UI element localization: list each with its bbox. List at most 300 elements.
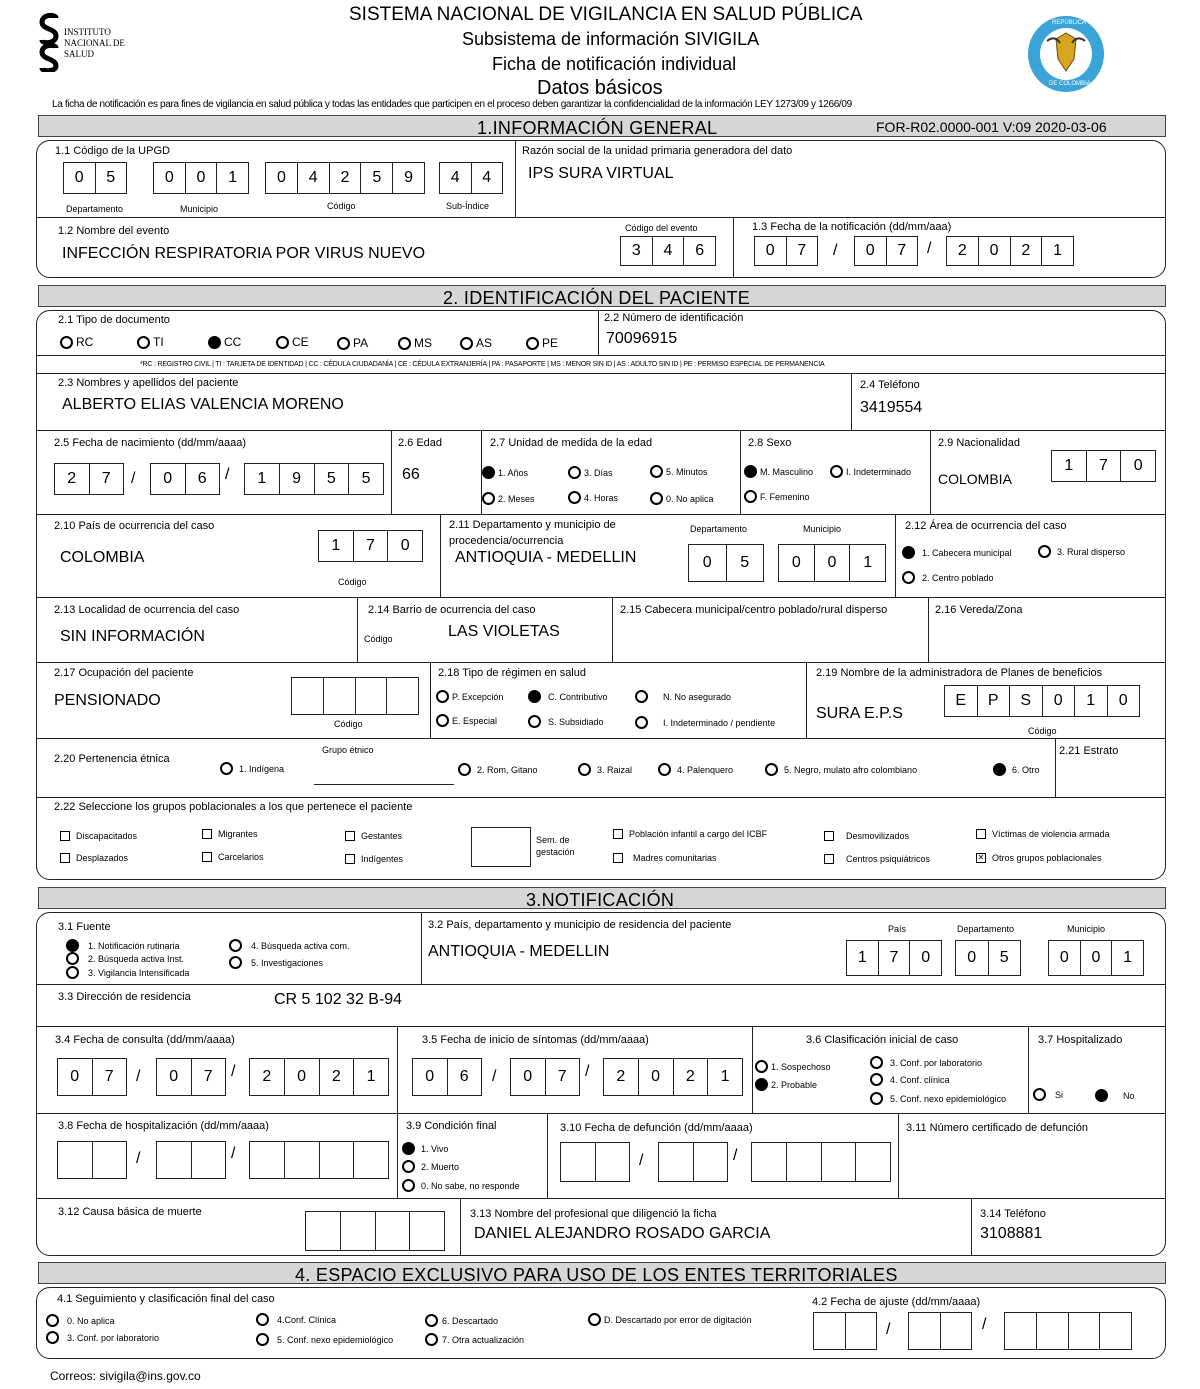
radio-cabecera[interactable]	[902, 546, 1012, 559]
radio-minutos[interactable]	[650, 465, 708, 478]
radio-negro-dot	[765, 763, 778, 776]
digit-cell: S	[1010, 686, 1043, 716]
radio-pe-dot	[526, 337, 539, 350]
clasificacion-label: 3.6 Clasificación inicial de caso	[806, 1034, 959, 1046]
razon-value[interactable]: IPS SURA VIRTUAL	[528, 165, 674, 182]
digit-cell: 0	[639, 1059, 674, 1095]
ocupacion-code[interactable]	[291, 677, 419, 715]
fecha-consulta-label: 3.4 Fecha de consulta (dd/mm/aaaa)	[55, 1034, 235, 1046]
radio-indigena[interactable]	[220, 762, 284, 775]
section-3-title: 3.NOTIFICACIÓN	[526, 890, 675, 910]
digit-cell: 6	[197, 470, 207, 487]
upgd-cod-boxes[interactable]	[265, 162, 425, 194]
sexo-label: 2.8 Sexo	[748, 437, 792, 449]
radio-seg-error[interactable]	[588, 1313, 752, 1326]
radio-centro-poblado-dot	[902, 571, 915, 584]
digit-cell: 2	[320, 1059, 355, 1095]
digit-cell: 1	[228, 169, 238, 186]
empty-digit-cell	[93, 1142, 127, 1178]
fdef-day[interactable]	[560, 1142, 630, 1182]
radio-sospechoso-dot	[755, 1060, 768, 1073]
check-madres-comunitarias-label: Madres comunitarias	[633, 853, 717, 863]
radio-pa[interactable]	[337, 336, 368, 350]
cod-evento-boxes[interactable]	[620, 236, 716, 266]
radio-seg-conf-nexo-label: 5. Conf. nexo epidemiológico	[277, 1334, 394, 1345]
fecha-not-month[interactable]	[854, 236, 918, 266]
radio-ms-dot	[398, 337, 411, 350]
radio-conf-nexo-dot	[870, 1092, 883, 1105]
digit-cell: 0	[956, 941, 989, 975]
radio-subsidiado-dot	[528, 715, 541, 728]
radio-dias-label: 3. Días	[584, 467, 613, 478]
nombre-value[interactable]: ALBERTO ELIAS VALENCIA MORENO	[62, 396, 344, 413]
radio-seg-conf-clinica-dot	[256, 1313, 269, 1326]
check-icbf[interactable]	[613, 829, 767, 839]
fsint-year[interactable]	[603, 1058, 743, 1096]
digit-cell: 4	[482, 169, 492, 186]
radio-femenino-label: F. Femenino	[760, 491, 810, 502]
cabecera-label: 2.15 Cabecera municipal/centro poblado/rural disperso	[620, 604, 888, 616]
upgd-mun-boxes[interactable]	[153, 162, 249, 194]
edad-value[interactable]: 66	[402, 466, 420, 483]
radio-hosp-no-label: No	[1123, 1090, 1135, 1101]
radio-seg-no-aplica-label: 0. No aplica	[67, 1315, 115, 1326]
num-id-value[interactable]: 70096915	[606, 330, 678, 347]
radio-seg-no-aplica-dot	[46, 1314, 59, 1327]
digit-cell: 9	[280, 464, 315, 494]
radio-masculino[interactable]	[744, 465, 813, 478]
digit-cell: 0	[64, 163, 96, 193]
digit-cell: 6	[695, 242, 705, 259]
eapb-value[interactable]: SURA E.P.S	[816, 705, 903, 722]
radio-seg-error-label: D. Descartado por error de digitación	[604, 1314, 752, 1325]
radio-seg-error-dot	[588, 1313, 601, 1326]
fhosp-day[interactable]	[57, 1141, 127, 1179]
radio-probable-dot	[755, 1078, 768, 1091]
digit-cell: 1	[1123, 949, 1133, 966]
depmun-mun-boxes[interactable]	[778, 544, 886, 582]
causa-code[interactable]	[305, 1211, 445, 1251]
fajuste-day[interactable]	[813, 1312, 877, 1350]
empty-digit-cell	[354, 1142, 388, 1178]
razon-label: Razón social de la unidad primaria generadora del dato	[522, 145, 793, 157]
digit-cell: 0	[855, 237, 887, 265]
check-victimas[interactable]	[976, 829, 1110, 839]
depmun-dep-boxes[interactable]	[688, 544, 764, 582]
radio-seg-conf-nexo[interactable]	[256, 1333, 393, 1346]
radio-cc[interactable]	[208, 335, 241, 349]
digit-cell: 1	[1053, 242, 1063, 259]
radio-rc[interactable]	[60, 335, 93, 349]
digit-cell: 0	[266, 163, 298, 193]
radio-ms-label: MS	[414, 336, 432, 350]
fajuste-month[interactable]	[908, 1312, 972, 1350]
digit-cell: 0	[413, 1059, 448, 1095]
check-icbf-label: Población infantil a cargo del ICBF	[629, 829, 768, 839]
empty-digit-cell	[787, 1143, 822, 1181]
radio-meses-label: 2. Meses	[498, 493, 535, 504]
radio-raizal-label: 3. Raizal	[597, 764, 633, 775]
radio-horas[interactable]	[568, 491, 618, 504]
empty-digit-cell	[250, 1142, 285, 1178]
residencia-label: 3.2 País, departamento y municipio de residencia del paciente	[428, 919, 732, 931]
upgd-dep-boxes[interactable]	[63, 162, 127, 194]
radio-excepcion[interactable]	[436, 690, 503, 703]
upgd-cod-caption: Código	[327, 201, 356, 211]
digit-cell: 1	[245, 464, 280, 494]
radio-excepcion-label: P. Excepción	[452, 691, 504, 702]
radio-seg-descartado-dot	[425, 1314, 438, 1327]
depmun-label-1: 2.11 Departamento y municipio de	[449, 519, 616, 531]
telefono-label: 2.4 Teléfono	[860, 379, 920, 391]
nombre-label: 2.3 Nombres y apellidos del paciente	[58, 377, 239, 389]
cod-evento-label: Código del evento	[625, 223, 698, 233]
res-pais-caption: País	[888, 924, 907, 934]
radio-seg-otra-dot	[425, 1333, 438, 1346]
digit-cell: 0	[1049, 941, 1081, 975]
radio-no-asegurado[interactable]	[635, 690, 731, 703]
radio-busqueda-inst-label: 2. Búsqueda activa Inst.	[88, 953, 185, 964]
nacionalidad-label: 2.9 Nacionalidad	[938, 437, 1020, 449]
section-2-bar	[38, 285, 1166, 307]
form-name: Ficha de notificación individual	[492, 54, 737, 74]
radio-especial-dot	[436, 714, 449, 727]
nacionalidad-value[interactable]: COLOMBIA	[938, 471, 1012, 487]
radio-investigaciones[interactable]	[229, 956, 323, 969]
empty-digit-cell	[814, 1313, 846, 1349]
check-desplazados-label: Desplazados	[76, 853, 129, 863]
radio-subsidiado[interactable]	[528, 715, 604, 728]
check-desmovilizados-label: Desmovilizados	[846, 831, 910, 841]
radio-dias-dot	[568, 466, 581, 479]
check-carcelarios[interactable]	[202, 852, 264, 862]
fdef-month[interactable]	[658, 1142, 728, 1182]
digit-cell: 0	[979, 237, 1011, 265]
fhosp-year[interactable]	[249, 1141, 389, 1179]
edad-label: 2.6 Edad	[398, 437, 443, 449]
radio-no-aplica-dot	[650, 492, 663, 505]
digit-cell: 0	[151, 464, 186, 494]
check-discapacitados[interactable]	[60, 831, 137, 841]
res-mun-boxes[interactable]	[1048, 940, 1144, 976]
upgd-dep-caption: Departamento	[66, 204, 124, 214]
fnac-day[interactable]	[54, 463, 124, 495]
footer-email: Correos: sivigila@ins.gov.co	[50, 1369, 201, 1383]
radio-hosp-si-dot	[1033, 1088, 1046, 1101]
prof-telefono-label: 3.14 Teléfono	[980, 1208, 1046, 1220]
empty-digit-cell	[822, 1143, 857, 1181]
radio-masculino-label: M. Masculino	[760, 466, 814, 477]
digit-cell: 4	[440, 163, 472, 193]
radio-ti-dot	[137, 336, 150, 349]
radio-vigilancia[interactable]	[66, 966, 189, 979]
radio-probable[interactable]	[755, 1078, 817, 1091]
digit-cell: 7	[879, 941, 911, 975]
digit-cell: 0	[154, 163, 186, 193]
empty-digit-cell	[376, 1212, 411, 1250]
hospitalizado-label: 3.7 Hospitalizado	[1038, 1034, 1123, 1046]
radio-seg-conf-clinica[interactable]	[256, 1313, 336, 1326]
empty-digit-cell	[58, 1142, 93, 1178]
fdef-year[interactable]	[751, 1142, 891, 1182]
radio-as-dot	[460, 337, 473, 350]
res-pais-boxes[interactable]	[846, 940, 942, 976]
radio-negro-label: 5. Negro, mulato afro colombiano	[784, 764, 918, 775]
radio-rutinaria-dot	[66, 939, 79, 952]
radio-meses-dot	[482, 492, 495, 505]
digit-cell: 7	[797, 242, 807, 259]
res-mun-caption: Municipio	[1067, 924, 1106, 934]
fhosp-month[interactable]	[156, 1141, 226, 1179]
radio-dias[interactable]	[568, 466, 613, 479]
empty-digit-cell	[320, 1142, 355, 1178]
check-discapacitados-label: Discapacitados	[76, 831, 138, 841]
evento-value[interactable]: INFECCIÓN RESPIRATORIA POR VIRUS NUEVO	[62, 245, 426, 262]
digit-cell: 0	[511, 1059, 546, 1095]
check-indigentes-label: Indígentes	[361, 854, 404, 864]
logo-line-2: NACIONAL DE	[64, 38, 125, 48]
radio-busqueda-com[interactable]	[229, 939, 350, 952]
barrio-value[interactable]: LAS VIOLETAS	[448, 623, 560, 640]
check-gestantes[interactable]	[345, 831, 402, 841]
radio-anos[interactable]	[482, 466, 528, 479]
digit-cell: 0	[779, 545, 815, 581]
radio-no-aplica[interactable]	[650, 492, 714, 505]
evento-label: 1.2 Nombre del evento	[58, 225, 170, 237]
radio-minutos-dot	[650, 465, 663, 478]
fcons-year[interactable]	[249, 1058, 389, 1096]
ins-logo	[38, 12, 148, 72]
depmun-dep-caption: Departamento	[690, 524, 748, 534]
digit-cell: 0	[815, 545, 851, 581]
radio-seg-otra-label: 7. Otra actualización	[442, 1334, 525, 1345]
upgd-label: 1.1 Código de la UPGD	[55, 145, 170, 157]
eapb-label: 2.19 Nombre de la administradora de Planes de beneficios	[816, 667, 1103, 679]
section-4-bar	[38, 1262, 1166, 1284]
radio-conf-clinica[interactable]	[870, 1073, 950, 1086]
radio-ms[interactable]	[398, 336, 432, 350]
radio-cc-dot	[208, 336, 221, 349]
digit-cell: 9	[404, 169, 414, 186]
radio-palenquero[interactable]	[658, 763, 733, 776]
fnac-label: 2.5 Fecha de nacimiento (dd/mm/aaaa)	[54, 437, 246, 449]
digit-cell: 0	[1133, 457, 1143, 474]
radio-hosp-si-label: Si	[1055, 1089, 1064, 1100]
digit-cell: 5	[740, 554, 750, 571]
pais-code[interactable]	[318, 530, 423, 562]
radio-femenino-dot	[744, 490, 757, 503]
fecha-not-year[interactable]	[946, 236, 1074, 266]
digit-cell: 0	[400, 537, 410, 554]
digit-cell: 4	[653, 237, 685, 265]
radio-vigilancia-label: 3. Vigilancia Intensificada	[88, 967, 190, 978]
radio-rom-dot	[458, 763, 471, 776]
fecha-ajuste-label: 4.2 Fecha de ajuste (dd/mm/aaaa)	[812, 1296, 981, 1308]
radio-contributivo[interactable]	[528, 690, 608, 703]
res-dep-boxes[interactable]	[955, 940, 1021, 976]
check-victimas-label: Víctimas de violencia armada	[992, 829, 1110, 839]
radio-rural[interactable]	[1038, 545, 1125, 558]
eapb-code[interactable]	[944, 685, 1140, 717]
radio-conf-lab[interactable]	[870, 1056, 982, 1069]
digit-cell: 7	[897, 242, 907, 259]
area-label: 2.12 Área de ocurrencia del caso	[905, 520, 1067, 532]
ocupacion-code-caption: Código	[334, 719, 363, 729]
radio-conf-nexo[interactable]	[870, 1092, 1006, 1105]
radio-muerto[interactable]	[402, 1160, 459, 1173]
radio-seg-conf-lab-label: 3. Conf. por laboratorio	[67, 1332, 160, 1343]
section-4-title: 4. ESPACIO EXCLUSIVO PARA USO DE LOS ENTES TERRITORIALES	[295, 1265, 898, 1285]
localidad-value[interactable]: SIN INFORMACIÓN	[60, 628, 205, 645]
profesional-value[interactable]: DANIEL ALEJANDRO ROSADO GARCIA	[474, 1225, 771, 1242]
radio-especial[interactable]	[436, 714, 497, 727]
upgd-sub-boxes[interactable]	[439, 162, 503, 194]
digit-cell: 7	[104, 1068, 114, 1085]
seguimiento-label: 4.1 Seguimiento y clasificación final del caso	[57, 1293, 275, 1305]
check-desplazados[interactable]	[60, 853, 128, 863]
digit-cell: 1	[366, 1068, 376, 1085]
eapb-code-caption: Código	[1028, 726, 1057, 736]
digit-cell: 2	[604, 1059, 639, 1095]
radio-sospechoso[interactable]	[755, 1060, 831, 1073]
empty-digit-cell	[596, 1143, 630, 1181]
nacionalidad-code[interactable]	[1051, 450, 1156, 482]
radio-ce[interactable]	[276, 335, 309, 349]
empty-digit-cell	[1069, 1313, 1101, 1349]
radio-anos-label: 1. Años	[498, 467, 529, 478]
radio-raizal-dot	[578, 763, 591, 776]
digit-cell: 4	[298, 163, 330, 193]
radio-vivo-label: 1. Vivo	[421, 1143, 449, 1154]
check-madres-comunitarias[interactable]	[613, 853, 717, 863]
num-id-label: 2.2 Número de identificación	[604, 312, 744, 324]
prof-telefono-value[interactable]: 3108881	[980, 1225, 1043, 1242]
check-carcelarios-box	[202, 852, 212, 862]
radio-as[interactable]	[460, 336, 492, 350]
logo-line-1: INSTITUTO	[64, 27, 111, 37]
fuente-label: 3.1 Fuente	[58, 921, 111, 933]
radio-pe-label: PE	[542, 336, 559, 350]
fnac-year[interactable]	[244, 463, 384, 495]
digit-cell: 1	[863, 554, 873, 571]
localidad-label: 2.13 Localidad de ocurrencia del caso	[54, 604, 240, 616]
empty-digit-cell	[292, 678, 324, 714]
check-migrantes[interactable]	[202, 829, 258, 839]
radio-seg-otra[interactable]	[425, 1333, 524, 1346]
empty-digit-cell	[192, 1142, 226, 1178]
radio-especial-label: E. Especial	[452, 715, 498, 726]
radio-seg-descartado[interactable]	[425, 1314, 498, 1327]
check-indigentes[interactable]	[345, 854, 403, 864]
radio-vivo[interactable]	[402, 1142, 448, 1155]
radio-rc-label: RC	[76, 335, 94, 349]
check-desmovilizados-box	[824, 831, 834, 841]
pais-code-caption: Código	[338, 577, 367, 587]
telefono-value[interactable]: 3419554	[860, 399, 923, 416]
ocupacion-value[interactable]: PENSIONADO	[54, 692, 161, 709]
depmun-label-2: procedencia/ocurrencia	[449, 535, 564, 547]
residencia-value[interactable]: ANTIOQUIA - MEDELLIN	[428, 943, 610, 960]
digit-cell: 7	[557, 1068, 567, 1085]
radio-otro[interactable]	[993, 763, 1040, 776]
radio-conf-nexo-label: 5. Conf. nexo epidemiológico	[890, 1093, 1007, 1104]
radio-conf-clinica-label: 4. Conf. clínica	[890, 1074, 950, 1085]
check-desmovilizados[interactable]	[824, 831, 909, 841]
check-gestantes-label: Gestantes	[361, 831, 403, 841]
radio-seg-conf-lab[interactable]	[46, 1331, 159, 1344]
radio-hosp-si[interactable]	[1033, 1088, 1063, 1101]
digit-cell: 0	[186, 163, 218, 193]
fajuste-year[interactable]	[1004, 1312, 1132, 1350]
direccion-value[interactable]: CR 5 102 32 B-94	[274, 991, 403, 1008]
fcons-day[interactable]	[57, 1058, 127, 1096]
pais-value[interactable]: COLOMBIA	[60, 549, 145, 566]
radio-busqueda-inst[interactable]	[66, 952, 184, 965]
check-gestantes-box	[345, 831, 355, 841]
fnac-month[interactable]	[150, 463, 220, 495]
empty-digit-cell	[909, 1313, 941, 1349]
radio-indeterminado[interactable]	[830, 465, 911, 478]
fecha-not-day[interactable]	[754, 236, 818, 266]
radio-hosp-no[interactable]	[1095, 1089, 1135, 1102]
radio-indeterminado-dot	[830, 465, 843, 478]
radio-femenino[interactable]	[744, 490, 810, 503]
radio-no-sabe[interactable]	[402, 1179, 520, 1192]
radio-no-asegurado-label: N. No asegurado	[663, 691, 732, 702]
radio-muerto-dot	[402, 1160, 415, 1173]
radio-rom[interactable]	[458, 763, 538, 776]
empty-digit-cell	[356, 678, 388, 714]
radio-seg-no-aplica[interactable]	[46, 1314, 115, 1327]
check-indigentes-box	[345, 854, 355, 864]
empty-digit-cell	[324, 678, 356, 714]
empty-digit-cell	[659, 1143, 694, 1181]
fsint-month[interactable]	[510, 1058, 580, 1096]
radio-meses[interactable]	[482, 492, 535, 505]
radio-centro-poblado[interactable]	[902, 571, 994, 584]
fsint-day[interactable]	[412, 1058, 482, 1096]
radio-seg-conf-nexo-dot	[256, 1333, 269, 1346]
check-otros-grupos[interactable]	[976, 853, 1102, 863]
check-victimas-box	[976, 829, 986, 839]
depmun-value[interactable]: ANTIOQUIA - MEDELLIN	[455, 549, 637, 566]
radio-reg-indeterminado[interactable]	[635, 716, 775, 729]
colombia-seal	[1027, 15, 1105, 93]
digit-cell: 7	[1087, 451, 1122, 481]
empty-digit-cell	[157, 1142, 192, 1178]
radio-rutinaria-label: 1. Notificación rutinaria	[88, 940, 180, 951]
check-migrantes-label: Migrantes	[218, 829, 258, 839]
check-centros-psiquiatricos[interactable]	[824, 854, 930, 864]
radio-anos-dot	[482, 466, 495, 479]
radio-raizal[interactable]	[578, 763, 632, 776]
radio-negro[interactable]	[765, 763, 917, 776]
radio-rutinaria[interactable]	[66, 939, 180, 952]
semanas-gestacion-box[interactable]	[471, 827, 531, 867]
radio-ti[interactable]	[137, 335, 164, 349]
form-code: FOR-R02.0000-001 V:09 2020-03-06	[876, 119, 1107, 135]
empty-digit-cell	[341, 1212, 376, 1250]
digit-cell: 0	[1043, 686, 1076, 716]
digit-cell: 1	[1075, 686, 1108, 716]
radio-pe[interactable]	[526, 336, 558, 350]
radio-no-aplica-label: 0. No aplica	[666, 493, 714, 504]
digit-cell: 7	[101, 470, 111, 487]
barrio-label: 2.14 Barrio de ocurrencia del caso	[368, 604, 536, 616]
digit-cell: 2	[947, 237, 979, 265]
radio-as-label: AS	[476, 336, 493, 350]
fcons-month[interactable]	[156, 1058, 226, 1096]
